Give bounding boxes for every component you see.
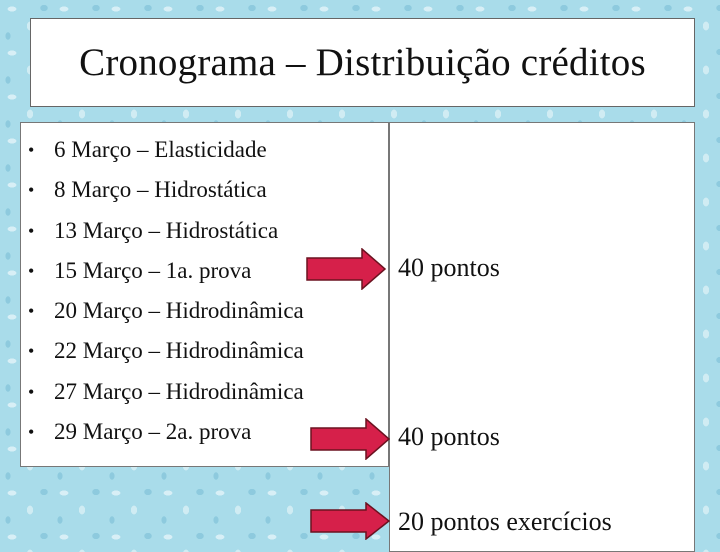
list-item-text: 20 Março – Hidrodinâmica bbox=[54, 298, 304, 324]
bullet: • bbox=[28, 341, 35, 362]
list-item bbox=[21, 211, 304, 251]
arrow-right-icon bbox=[310, 502, 390, 540]
list-item bbox=[21, 372, 304, 412]
arrow-right-icon bbox=[306, 248, 386, 290]
points-first-exam: 40 pontos bbox=[398, 253, 500, 282]
points-exercises: 20 pontos exercícios bbox=[398, 507, 612, 536]
list-item bbox=[21, 412, 304, 452]
bullet: • bbox=[28, 220, 35, 241]
list-item bbox=[21, 291, 304, 331]
bullet: • bbox=[28, 140, 35, 160]
bullet: • bbox=[28, 180, 35, 201]
bullet: • bbox=[28, 422, 35, 443]
list-item-text: 13 Março – Hidrostática bbox=[54, 217, 279, 243]
schedule-list bbox=[21, 130, 304, 452]
list-item bbox=[21, 170, 304, 210]
list-item-text: 29 Março – 2a. prova bbox=[54, 419, 252, 445]
list-item bbox=[21, 130, 304, 170]
list-item-text: 6 Março – Elasticidade bbox=[54, 137, 267, 162]
list-item-text: 22 Março – Hidrodinâmica bbox=[54, 338, 304, 364]
list-item bbox=[21, 331, 304, 371]
bullet: • bbox=[28, 301, 35, 322]
points-box bbox=[389, 122, 695, 552]
points-second-exam: 40 pontos bbox=[398, 422, 500, 451]
list-item bbox=[21, 251, 304, 291]
bullet: • bbox=[28, 260, 35, 281]
slide-title: Cronograma – Distribuição créditos bbox=[79, 41, 646, 84]
list-item-text: 27 Março – Hidrodinâmica bbox=[54, 378, 304, 404]
list-item-text: 8 Março – Hidrostática bbox=[54, 177, 267, 203]
arrow-right-icon bbox=[310, 418, 390, 460]
bullet: • bbox=[28, 381, 35, 402]
title-box bbox=[30, 18, 695, 107]
schedule-list-box bbox=[20, 122, 389, 467]
list-item-text: 15 Março – 1a. prova bbox=[54, 257, 252, 283]
